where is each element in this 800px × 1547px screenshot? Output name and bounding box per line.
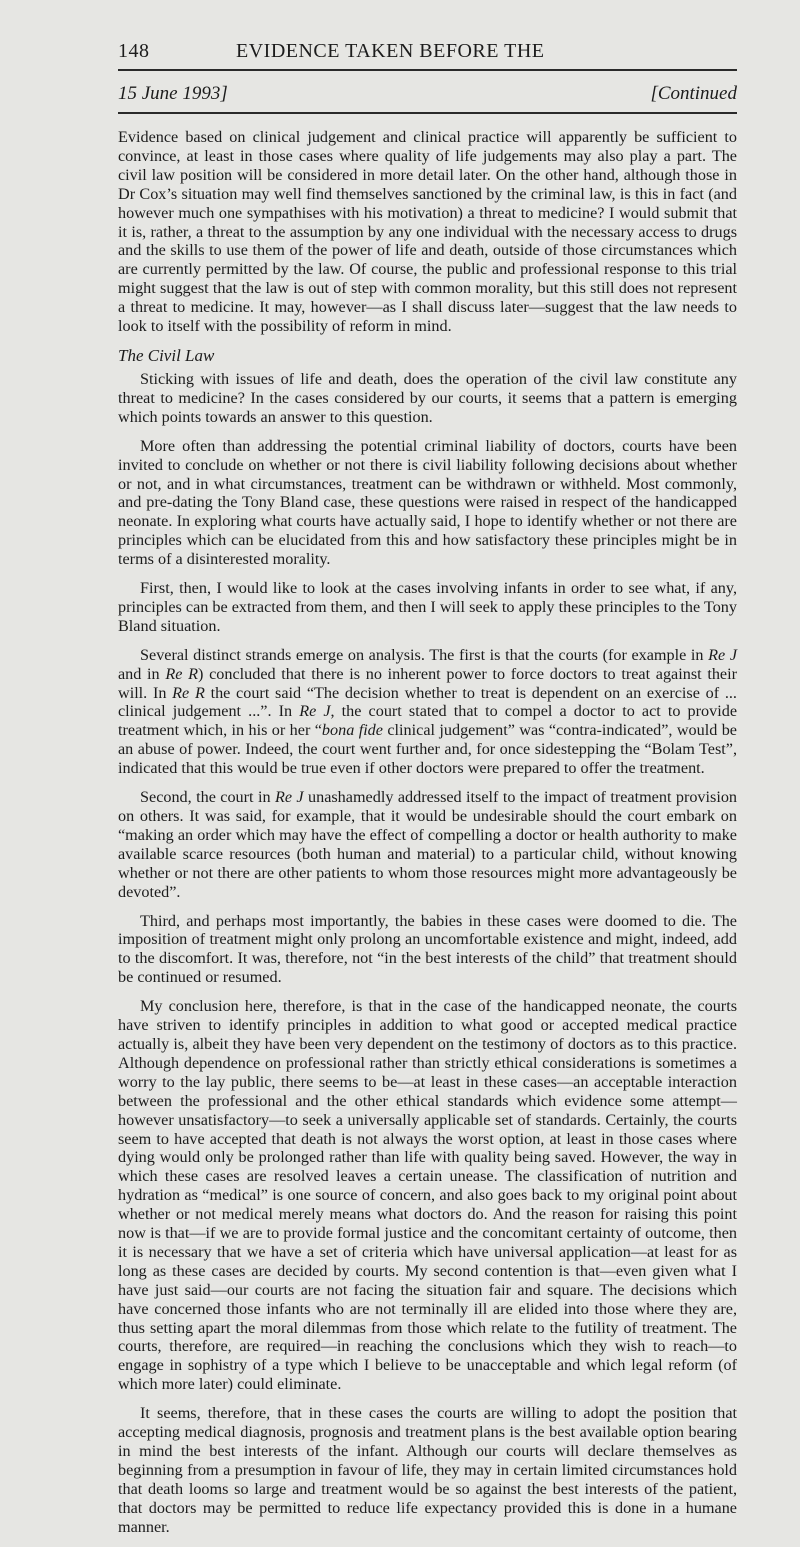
- running-head: [118, 40, 738, 64]
- text-run: unashamedly addressed itself to the impact of treatment provision on others. It was said, for example, that it would be undesirable should the court embark on “making an order which may have the effect of compelling a doctor or health authority to make available scarce resources (both human and material) to a particular child, without knowing whether or not there are other patients to whom those resources might more advantageously be devoted”.: [118, 788, 738, 901]
- paragraph-2: Sticking with issues of life and death, does the operation of the civil law constitute any threat to medicine? In the cases considered by our courts, it seems that a pattern is emerging which points towards an answer to this question.: [118, 369, 737, 426]
- case-name: Re J: [274, 788, 304, 807]
- paragraph-9: It seems, therefore, that in these cases the courts are willing to adopt the position that accepting medical diagnosis, prognosis and treatment plans is the best available option bearing in mind the best interests of the infant. Although our courts will declare themselves as beginning from a presumption in favour of life, they may in certain limited circumstances hold that death looms so large and treatment would be so against the best interests of the patient, that doctors may be permitted to reduce life expectancy provided this is done in a humane manner.: [118, 1404, 737, 1536]
- paragraph-4: First, then, I would like to look at the cases involving infants in order to see what, if any, principles can be extracted from them, and then I will seek to apply these principles to the Tony Bland situation.: [118, 579, 737, 635]
- page-number: 148: [118, 40, 150, 62]
- case-name: Re J: [708, 645, 738, 664]
- paragraph-5: [118, 646, 737, 778]
- case-name: Re R: [172, 683, 205, 702]
- text-run: the court said “The decision whether to treat is dependent on an exercise of ... clinical judgement ...”. In: [118, 683, 737, 721]
- case-name: Re R: [165, 664, 198, 683]
- bottom-rule: [118, 112, 737, 114]
- continued-label: [Continued: [650, 83, 737, 104]
- text-run: Several distinct strands emerge on analysis. The first is that the courts (for example in: [140, 645, 709, 664]
- text-run: and in: [118, 664, 166, 683]
- text-run: ) concluded that there is no inherent power to force doctors to treat against their will. In: [118, 664, 737, 702]
- running-title: EVIDENCE TAKEN BEFORE THE: [236, 40, 545, 62]
- paragraph-6: [118, 788, 737, 901]
- section-heading: The Civil Law: [118, 345, 215, 365]
- session-date: 15 June 1993]: [118, 83, 228, 104]
- text-run: Second, the court in: [140, 788, 275, 807]
- top-rule: [118, 69, 737, 71]
- italic-term: bona fide: [321, 721, 383, 740]
- paragraph-1: Evidence based on clinical judgement and clinical practice will apparently be sufficient to convince, at least in those cases where quality of life judgements may also play a part. The civil law position will be considered in more detail later. On the other hand, although those in Dr Cox’s situation may well find themselves sanctioned by the criminal law, is this in fact (and however much one sympathises with his motivation) a threat to medicine? I would submit that it is, rather, a threat to the assumption by any one individual with the necessary access to drugs and the skills to use them of the power of life and death, outside of those circumstances which are currently permitted by the law. Of course, the public and professional response to this trial might suggest that the law is out of step with common morality, but this still does not represent a threat to medicine. It may, however—as I shall discuss later—suggest that the law needs to look to itself with the possibility of reform in mind.: [118, 128, 737, 336]
- text-run: clinical judgement” was “contra-indicated”, would be an abuse of power. Indeed, the court went further and, for once sidestepping the “Bolam Test”, indicated that this would be true even if other doctors were prepared to offer the treatment.: [118, 721, 737, 778]
- date-row: [118, 83, 737, 105]
- text-run: , the court stated that to compel a doctor to act to provide treatment which, in his or her “: [118, 702, 738, 740]
- paragraph-7: Third, and perhaps most importantly, the babies in these cases were doomed to die. The imposition of treatment might only prolong an uncomfortable existence and might, indeed, add to the discomfort. It was, therefore, not “in the best interests of the child” that treatment should be continued or resumed.: [118, 911, 737, 987]
- body-text: [118, 128, 737, 1547]
- paragraph-3: More often than addressing the potential criminal liability of doctors, courts have been invited to conclude on whether or not there is civil liability following decisions about whether or not, and in what circumstances, treatment can be withdrawn or withheld. Most commonly, and pre-dating the Tony Bland case, these questions were raised in respect of the handicapped neonate. In exploring what courts have actually said, I hope to identify whether or not there are principles which can be elucidated from this and how satisfactory these principles might be in terms of a disinterested morality.: [118, 436, 737, 569]
- paragraph-8: My conclusion here, therefore, is that in the case of the handicapped neonate, the courts have striven to identify principles in addition to what good or accepted medical practice actually is, albeit they have been very dependent on the testimony of doctors as to this practice. Although dependence on professional rather than strictly ethical considerations is sometimes a worry to the lay public, there seems to be—at least in these cases—an acceptable interaction between the professional and the other ethical standards which evidence some attempt—however unsatisfactory—to seek a universally applicable set of standards. Certainly, the courts seem to have accepted that death is not always the worst option, at least in those cases where dying would only be prolonged rather than life with quality being saved. However, the way in which these cases are resolved leaves a certain unease. The classification of nutrition and hydration as “medical” is one source of concern, and also goes back to my original point about whether or not medical merely means what doctors do. And the reason for raising this point now is that—if we are to provide formal justice and the concomitant certainty of outcome, then it is necessary that we have a set of criteria which have universal application—at least for as long as these cases are decided by courts. My second contention is that—even given what I have just said—our courts are not facing the situation fair and square. The decisions which have concerned those infants who are not terminally ill are elided into those where they are, thus setting apart the moral dilemmas from those which relate to the futility of treatment. The courts, therefore, are required—in reaching the conclusions which they wish to reach—to engage in sophistry of a type which I believe to be unacceptable and which legal reform (of which more later) could eliminate.: [118, 997, 737, 1394]
- case-name: Re J: [299, 702, 331, 721]
